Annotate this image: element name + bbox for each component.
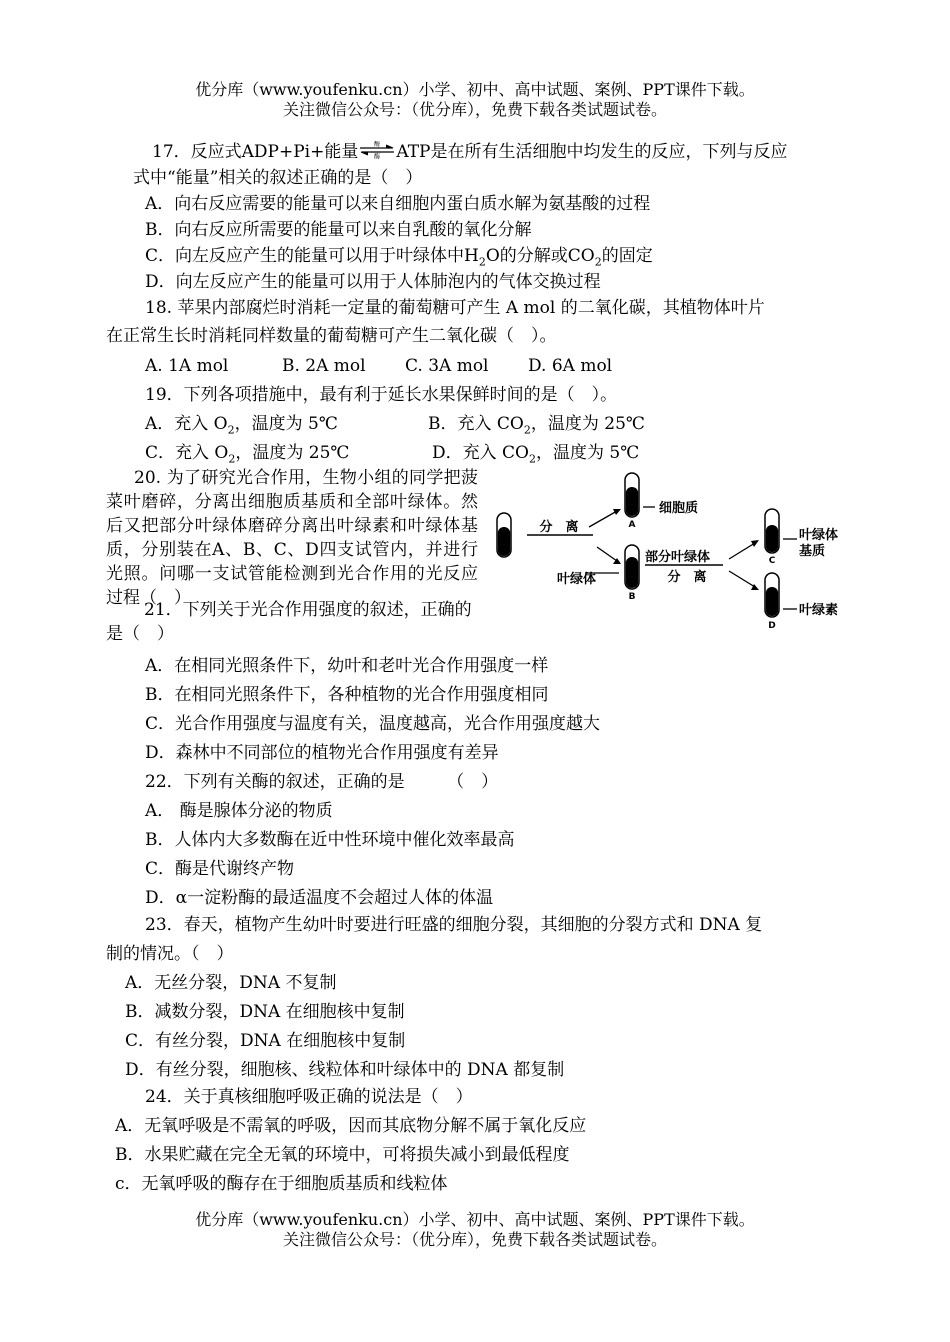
q23-option-d: D．有丝分裂，细胞核、线粒体和叶绿体中的 DNA 都复制	[125, 1060, 565, 1080]
footer-line-2: 关注微信公众号：（优分库），免费下载各类试题试卷。	[282, 1230, 667, 1249]
partial-chloroplast-label: 部分叶绿体	[645, 550, 711, 565]
q17-c-sub1: 2	[478, 255, 486, 269]
q19-stem: 19．下列各项措施中，最有利于延长水果保鲜时间的是（ ）。	[145, 385, 618, 405]
q17-stem-part1: 17．反应式ADP+Pi+能量	[152, 142, 359, 162]
tube-b	[625, 545, 639, 589]
separate-label-1: 分 离	[539, 520, 579, 535]
reversible-arrow-icon	[358, 141, 396, 159]
stroma-label-line1: 叶绿体	[799, 528, 839, 543]
header-line-2: 关注微信公众号：（优分库），免费下载各类试题试卷。	[282, 100, 667, 119]
q19-a-part2: ，温度为 5℃	[234, 414, 338, 434]
q21-option-a: A．在相同光照条件下，幼叶和老叶光合作用强度一样	[145, 656, 549, 676]
q22-option-c: C．酶是代谢终产物	[145, 859, 295, 879]
chlorophyll-label: 叶绿素	[799, 603, 839, 618]
q21-option-b: B．在相同光照条件下，各种植物的光合作用强度相同	[145, 685, 549, 705]
q19-a-sub: 2	[227, 423, 235, 437]
arrow-top-label: 酶	[374, 141, 381, 148]
arrow-to-b	[597, 547, 617, 561]
q17-option-c	[145, 245, 653, 273]
chloroplast-label: 叶绿体	[557, 572, 597, 587]
q19-b-sub: 2	[523, 423, 531, 437]
q18-stem-line1: 18. 苹果内部腐烂时消耗一定量的葡萄糖可产生 A mol 的二氧化碳，其植物体叶片	[145, 298, 765, 318]
q17-stem-line2: 式中“能量”相关的叙述正确的是（ ）	[133, 168, 423, 188]
q19-c-part1: C．充入 O	[145, 443, 229, 463]
q23-stem-line2: 制的情况。（ ）	[106, 944, 234, 964]
tube-a	[625, 473, 639, 517]
q19-c-sub: 2	[228, 452, 236, 466]
q24-option-a: A．无氧呼吸是不需氧的呼吸，因而其底物分解不属于氧化反应	[115, 1116, 587, 1136]
q17-c-sub2: 2	[594, 255, 602, 269]
q19-a-part1: A．充入 O	[145, 414, 228, 434]
q19-c-part2: ，温度为 25℃	[235, 443, 350, 463]
q23-option-c: C．有丝分裂，DNA 在细胞核中复制	[125, 1031, 406, 1051]
q17-c-part2: O的分解或CO	[485, 246, 595, 266]
q24-option-c: c．无氧呼吸的酶存在于细胞质基质和线粒体	[115, 1174, 448, 1194]
q22-stem: 22．下列有关酶的叙述，正确的是 （ ）	[145, 772, 499, 792]
tube-c	[765, 509, 779, 553]
q22-option-b: B．人体内大多数酶在近中性环境中催化效率最高	[145, 830, 515, 850]
separate-label-2: 分 离	[667, 570, 707, 585]
q18-option-c: C. 3A mol	[405, 356, 489, 376]
q18-option-d: D. 6A mol	[528, 356, 613, 376]
tube-b-label: B	[628, 592, 636, 602]
cytoplasm-label: 细胞质	[659, 501, 699, 516]
q18-option-b: B. 2A mol	[282, 356, 366, 376]
q17-c-part3: 的固定	[601, 246, 653, 266]
q23-stem-line1: 23．春天，植物产生幼叶时要进行旺盛的细胞分裂，其细胞的分裂方式和 DNA 复	[145, 915, 763, 935]
q19-b-part2: ，温度为 25℃	[530, 414, 645, 434]
q17-stem-part2: ATP是在所有生活细胞中均发生的反应，下列与反应	[396, 142, 788, 162]
arrow-to-c	[729, 543, 755, 559]
q17-c-part1: C．向左反应产生的能量可以用于叶绿体中H	[145, 246, 479, 266]
arrow-to-a	[589, 511, 617, 527]
header-line-1: 优分库（www.youfenku.cn）小学、初中、高中试题、案例、PPT课件下载。	[195, 80, 755, 99]
q20-stem: 20. 为了研究光合作用，生物小组的同学把菠菜叶磨碎，分离出细胞质基质和全部叶绿体。然后又把部分叶绿体磨碎分离出叶绿素和叶绿体基质，分别装在A、B、C、D四支试管内，并进行光照。问哪一支试管能检测到光合作用的光反应过程（ ）	[106, 468, 478, 608]
q19-option-b	[428, 413, 645, 441]
q21-stem: 21．下列关于光合作用强度的叙述，正确的是（ ）	[106, 600, 472, 644]
tube-d-label: D	[768, 621, 776, 631]
q22-option-d: D．α一淀粉酶的最适温度不会超过人体的体温	[145, 888, 494, 908]
q18-stem-line2: 在正常生长时消耗同样数量的葡萄糖可产生二氧化碳（ ）。	[106, 326, 557, 346]
q19-d-sub: 2	[528, 452, 536, 466]
q20-separation-diagram	[485, 465, 865, 635]
q24-stem: 24．关于真核细胞呼吸正确的说法是（ ）	[145, 1087, 473, 1107]
q23-option-a: A．无丝分裂，DNA 不复制	[125, 973, 337, 993]
q17-option-a: A．向右反应需要的能量可以来自细胞内蛋白质水解为氨基酸的过程	[145, 194, 651, 214]
tube-a-label: A	[628, 520, 636, 530]
tube-d	[765, 573, 779, 617]
q19-b-part1: B．充入 CO	[428, 414, 524, 434]
source-tube	[497, 513, 511, 557]
q19-d-part2: ，温度为 5℃	[535, 443, 640, 463]
q17-option-d: D．向左反应产生的能量可以用于人体肺泡内的气体交换过程	[145, 272, 601, 292]
arrow-bottom-label: 酶	[374, 153, 381, 159]
q19-d-part1: D．充入 CO	[432, 443, 529, 463]
q21-option-c: C．光合作用强度与温度有关，温度越高，光合作用强度越大	[145, 714, 601, 734]
q17-option-b: B．向右反应所需要的能量可以来自乳酸的氧化分解	[145, 220, 532, 240]
q21-option-d: D．森林中不同部位的植物光合作用强度有差异	[145, 743, 499, 763]
q18-option-a: A. 1A mol	[145, 356, 229, 376]
q17-stem	[152, 141, 787, 163]
footer-line-1: 优分库（www.youfenku.cn）小学、初中、高中试题、案例、PPT课件下载。	[195, 1210, 755, 1229]
arrow-to-d	[729, 571, 755, 587]
tube-c-label: C	[768, 556, 776, 566]
stroma-label-line2: 基质	[799, 544, 826, 559]
q23-option-b: B．减数分裂，DNA 在细胞核中复制	[125, 1002, 405, 1022]
q19-option-a	[145, 413, 338, 441]
q24-option-b: B．水果贮藏在完全无氧的环境中，可将损失减小到最低程度	[115, 1145, 570, 1165]
q22-option-a: A． 酶是腺体分泌的物质	[145, 801, 333, 821]
